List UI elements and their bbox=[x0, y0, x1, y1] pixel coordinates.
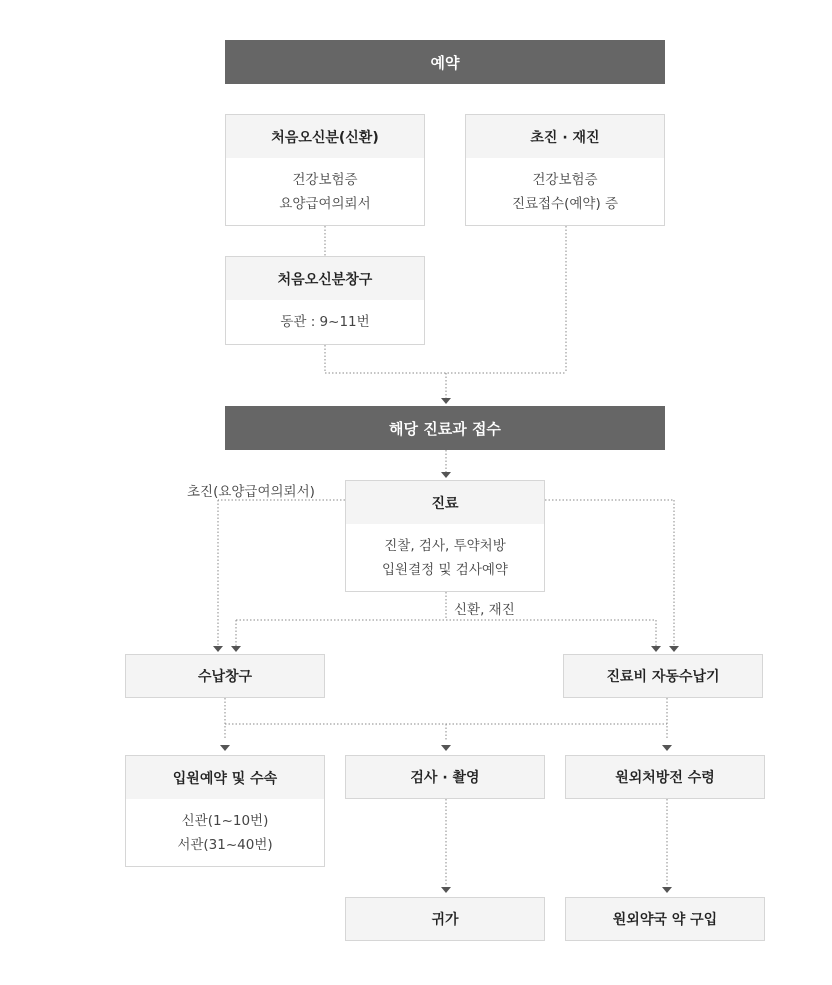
admission-line-1: 신관(1~10번) bbox=[181, 812, 269, 829]
admission-title: 입원예약 및 수속 bbox=[126, 756, 324, 799]
return-visit-title: 초진 · 재진 bbox=[466, 115, 664, 158]
auto-payment-box: 진료비 자동수납기 bbox=[563, 654, 763, 698]
return-visit-line-1: 건강보험증 bbox=[532, 171, 598, 188]
reservation-bar: 예약 bbox=[225, 40, 665, 84]
pharmacy-box: 원외약국 약 구입 bbox=[565, 897, 765, 941]
treatment-line-1: 진찰, 검사, 투약처방 bbox=[384, 537, 506, 554]
exam-box: 검사 · 촬영 bbox=[345, 755, 545, 799]
first-window-box bbox=[225, 256, 425, 345]
department-bar: 해당 진료과 접수 bbox=[225, 406, 665, 450]
payment-window-box: 수납창구 bbox=[125, 654, 325, 698]
treatment-title: 진료 bbox=[346, 481, 544, 524]
admission-box bbox=[125, 755, 325, 867]
first-visit-line-2: 요양급여의뢰서 bbox=[279, 195, 371, 212]
treatment-line-2: 입원결정 및 검사예약 bbox=[382, 561, 508, 578]
first-window-title: 처음오신분창구 bbox=[226, 257, 424, 300]
referral-label: 초진(요양급여의뢰서) bbox=[187, 484, 315, 500]
return-visit-box bbox=[465, 114, 665, 226]
first-window-line-1: 동관 : 9~11번 bbox=[280, 314, 370, 330]
home-box: 귀가 bbox=[345, 897, 545, 941]
revisit-label: 신환, 재진 bbox=[454, 602, 515, 618]
prescription-box: 원외처방전 수령 bbox=[565, 755, 765, 799]
first-visit-box bbox=[225, 114, 425, 226]
admission-line-2: 서관(31~40번) bbox=[177, 836, 273, 853]
return-visit-line-2: 진료접수(예약) 증 bbox=[511, 195, 619, 212]
first-visit-line-1: 건강보험증 bbox=[292, 171, 358, 188]
first-visit-title: 처음오신분(신환) bbox=[226, 115, 424, 158]
treatment-box bbox=[345, 480, 545, 592]
